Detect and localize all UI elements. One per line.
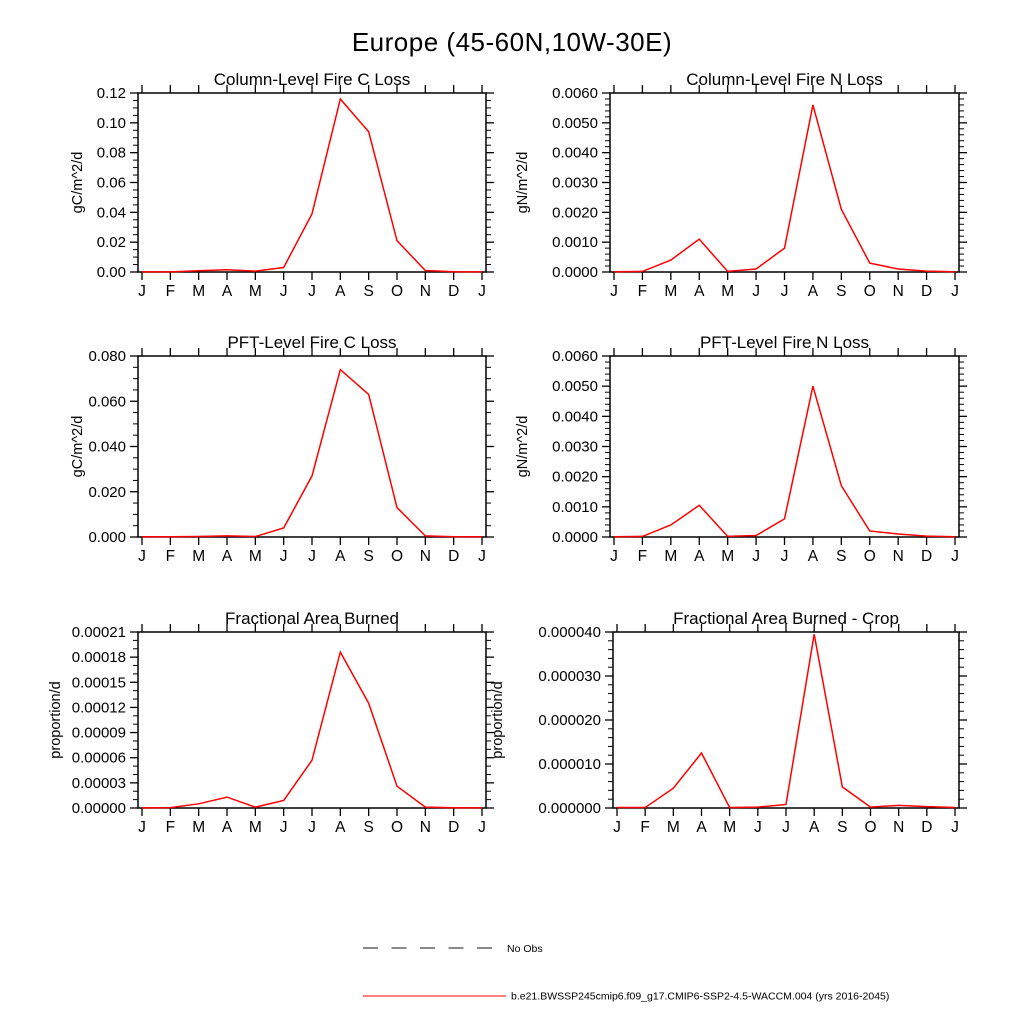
x-tick-label: A [808,819,820,836]
legend [0,930,1024,1020]
x-tick-label: A [221,819,233,836]
x-tick-label: N [892,283,904,300]
y-tick-label: 0.0020 [552,204,598,222]
y-tick-label: 0.00003 [71,774,126,792]
x-tick-label: S [837,819,848,836]
x-tick-label: A [807,283,819,300]
x-tick-label: J [308,819,316,836]
x-tick-label: J [478,283,486,300]
x-tick-label: N [419,283,431,300]
chart-pft-level-fire-n-loss [0,320,1024,570]
x-tick-label: N [892,548,904,565]
y-tick-label: 0.00 [96,264,126,281]
y-tick-label: 0.040 [88,438,126,456]
x-tick-label: M [192,548,206,565]
panel-title: Fractional Area Burned - Crop [673,609,899,628]
series-line [614,105,955,272]
x-tick-label: J [308,283,316,300]
x-tick-label: O [390,548,404,565]
x-tick-label: D [448,283,460,300]
x-tick-label: M [666,819,680,836]
y-axis-label: gC/m^2/d [70,151,86,214]
y-tick-label: 0.12 [96,85,126,102]
x-tick-label: J [780,548,789,565]
x-tick-label: A [335,819,346,836]
x-tick-label: D [920,548,933,565]
y-tick-label: 0.020 [88,483,126,501]
y-axis-label: proportion/d [48,681,64,759]
y-tick-label: 0.0060 [552,348,598,365]
x-tick-label: S [836,283,847,300]
y-tick-label: 0.0020 [552,468,598,486]
x-tick-label: N [419,548,431,565]
y-tick-label: 0.000 [88,529,126,546]
legend-series-label: b.e21.BWSSP245cmip6.f09_g17.CMIP6-SSP2-4.5-WACCM.004 (yrs 2016-2045) [511,990,890,1003]
y-axis-label: gN/m^2/d [515,415,531,478]
y-tick-label: 0.0000 [552,529,598,546]
x-tick-label: J [951,548,959,565]
y-tick-label: 0.0050 [552,378,598,396]
x-tick-label: A [221,283,233,300]
x-tick-label: M [721,548,735,565]
x-tick-label: F [637,283,648,300]
y-tick-label: 0.0010 [552,498,598,516]
y-tick-label: 0.080 [88,348,126,365]
x-tick-label: J [780,283,789,300]
y-axis-label: proportion/d [490,681,506,759]
x-tick-label: M [192,819,206,836]
y-tick-label: 0.00012 [71,699,126,717]
x-tick-label: N [893,819,905,836]
x-tick-label: J [782,819,790,836]
y-axis-label: gC/m^2/d [70,415,86,478]
x-tick-label: J [138,283,146,300]
x-tick-label: J [279,548,288,565]
panel-title: Column-Level Fire N Loss [686,70,883,89]
y-tick-label: 0.08 [96,144,126,162]
x-tick-label: F [165,548,176,565]
x-tick-label: A [694,283,705,300]
y-tick-label: 0.0060 [552,85,598,102]
x-tick-label: D [448,819,460,836]
panel-title: Fractional Area Burned [225,609,399,628]
x-tick-label: J [610,548,618,565]
x-tick-label: J [138,548,146,565]
x-tick-label: J [610,283,618,300]
x-tick-label: S [363,548,374,565]
y-tick-label: 0.060 [88,393,126,411]
x-tick-label: A [335,283,346,300]
x-tick-label: O [863,548,876,565]
x-tick-label: N [419,819,431,836]
y-tick-label: 0.00018 [71,649,126,667]
y-tick-label: 0.000000 [538,800,601,817]
x-tick-label: M [664,283,678,300]
x-tick-label: M [248,283,262,300]
page-title: Europe (45-60N,10W-30E) [351,27,673,57]
y-tick-label: 0.00000 [71,800,126,817]
x-tick-label: J [752,283,760,300]
y-tick-label: 0.00015 [71,674,126,692]
x-tick-label: M [248,819,262,836]
x-tick-label: M [192,283,206,300]
x-tick-label: F [637,548,648,565]
x-tick-label: J [478,548,486,565]
y-tick-label: 0.0050 [552,114,598,132]
x-tick-label: J [138,819,146,836]
x-tick-label: J [613,819,621,836]
y-tick-label: 0.0010 [552,234,598,252]
panel-title: PFT-Level Fire N Loss [699,333,870,352]
x-tick-label: A [807,548,819,565]
y-axis-label: gN/m^2/d [515,151,531,214]
x-tick-label: S [363,283,374,300]
x-tick-label: M [664,548,678,565]
x-tick-label: S [836,548,847,565]
y-tick-label: 0.00021 [71,624,126,641]
chart-fractional-area-burned-crop [0,597,1024,842]
x-tick-label: O [390,819,404,836]
x-tick-label: J [478,819,486,836]
x-tick-label: J [752,548,760,565]
x-tick-label: A [694,548,705,565]
x-tick-label: A [221,548,233,565]
y-tick-label: 0.0040 [552,408,598,426]
y-tick-label: 0.02 [96,234,126,252]
x-tick-label: J [753,819,762,836]
x-tick-label: O [863,283,876,300]
x-tick-label: D [921,819,933,836]
x-tick-label: J [308,548,316,565]
y-tick-label: 0.000020 [538,712,601,729]
x-tick-label: F [165,819,176,836]
x-tick-label: F [165,283,176,300]
x-tick-label: O [390,283,404,300]
x-tick-label: A [696,819,707,836]
x-tick-label: J [279,283,288,300]
series-line [614,386,955,537]
x-tick-label: M [721,283,735,300]
y-tick-label: 0.0040 [552,144,598,162]
y-tick-label: 0.04 [96,204,126,222]
legend-no-obs-label: No Obs [507,943,543,955]
x-tick-label: M [723,819,737,836]
x-tick-label: M [248,548,262,565]
y-tick-label: 0.000010 [538,756,601,773]
y-tick-label: 0.00009 [71,724,126,742]
y-tick-label: 0.10 [96,114,126,132]
x-tick-label: D [920,283,933,300]
y-tick-label: 0.0030 [552,438,598,456]
x-tick-label: J [951,283,959,300]
y-tick-label: 0.000030 [538,668,601,685]
series-line [617,634,955,807]
y-tick-label: 0.0030 [552,174,598,192]
y-tick-label: 0.0000 [552,264,598,281]
x-tick-label: D [448,548,460,565]
x-tick-label: J [951,819,959,836]
x-tick-label: O [864,819,877,836]
chart-column-level-fire-n-loss [0,55,1024,305]
y-tick-label: 0.000040 [538,624,601,641]
y-tick-label: 0.06 [96,174,126,192]
x-tick-label: S [363,819,374,836]
x-tick-label: A [335,548,346,565]
x-tick-label: J [279,819,288,836]
y-tick-label: 0.00006 [71,749,126,767]
panel-title: Column-Level Fire C Loss [213,70,411,89]
panel-title: PFT-Level Fire C Loss [227,333,397,352]
x-tick-label: F [640,819,650,836]
